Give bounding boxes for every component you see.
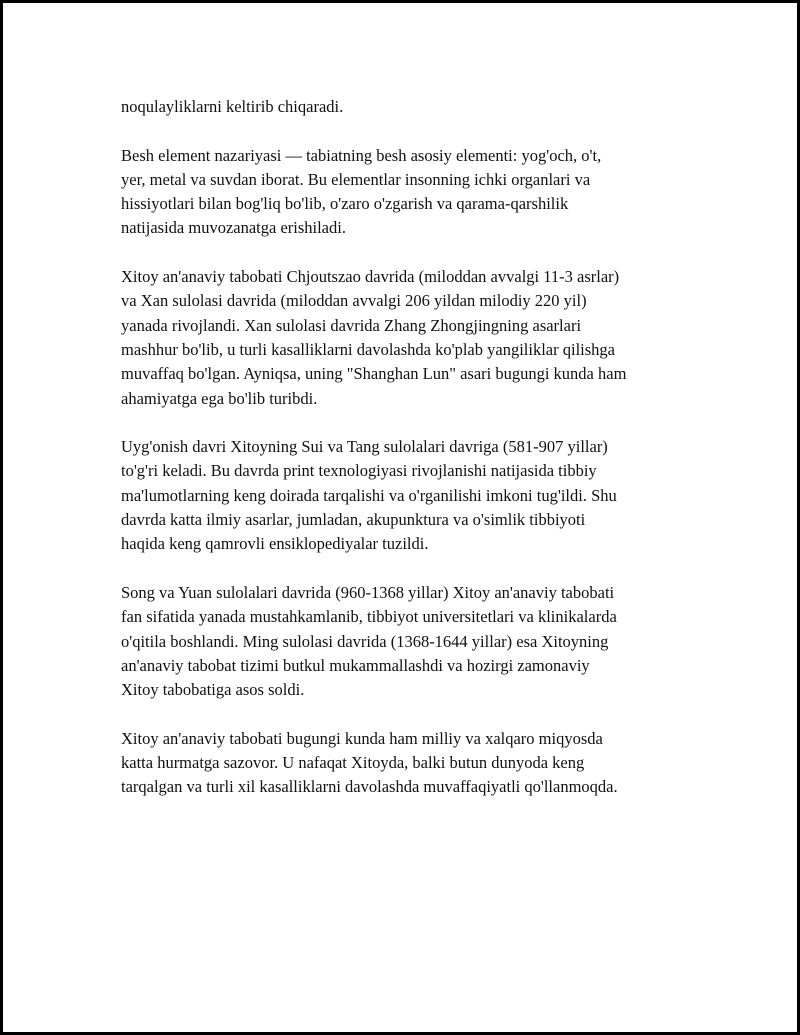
text-line: Song va Yuan sulolalari davrida (960-1368 yillar) Xitoy an'anaviy tabobati [121, 582, 615, 602]
text-line: yanada rivojlandi. Xan sulolasi davrida Zhang Zhongjingning asarlari [121, 315, 582, 335]
paragraph [121, 265, 701, 411]
text-line: Xitoy tabobatiga asos soldi. [121, 680, 305, 700]
text-line: Besh element nazariyasi — tabiatning besh asosiy elementi: yog'och, o't, [121, 145, 602, 165]
paragraph [121, 144, 701, 241]
paragraph [121, 435, 701, 556]
text-line: hissiyotlari bilan bog'liq bo'lib, o'zaro o'zgarish va qarama-qarshilik [121, 194, 569, 214]
text-line: Xitoy an'anaviy tabobati Chjoutszao davrida (miloddan avvalgi 11-3 asrlar) [121, 267, 620, 287]
text-line: natijasida muvozanatga erishiladi. [121, 218, 346, 238]
text-line: tarqalgan va turli xil kasalliklarni davolashda muvaffaqiyatli qo'llanmoqda. [121, 777, 618, 797]
text-line: va Xan sulolasi davrida (miloddan avvalgi 206 yildan milodiy 220 yil) [121, 291, 587, 311]
text-line: ma'lumotlarning keng doirada tarqalishi va o'rganilishi imkoni tug'ildi. Shu [121, 485, 617, 505]
paragraph [121, 581, 701, 702]
text-line: an'anaviy tabobat tizimi butkul mukammallashdi va hozirgi zamonaviy [121, 655, 590, 675]
text-line: davrda katta ilmiy asarlar, jumladan, akupunktura va o'simlik tibbiyoti [121, 510, 586, 530]
document-body [121, 95, 701, 824]
text-line: Uyg'onish davri Xitoyning Sui va Tang sulolalari davriga (581-907 yillar) [121, 437, 608, 457]
text-line: katta hurmatga sazovor. U nafaqat Xitoyda, balki butun dunyoda keng [121, 753, 585, 773]
text-line: noqulayliklarni keltirib chiqaradi. [121, 97, 344, 116]
text-line: fan sifatida yanada mustahkamlanib, tibbiyot universitetlari va klinikalarda [121, 607, 617, 627]
text-line: yer, metal va suvdan iborat. Bu elementlar insonning ichki organlari va [121, 169, 591, 189]
text-line: muvaffaq bo'lgan. Ayniqsa, uning "Shanghan Lun" asari bugungi kunda ham [121, 364, 627, 384]
text-line: Xitoy an'anaviy tabobati bugungi kunda ham milliy va xalqaro miqyosda [121, 728, 603, 748]
text-line: to'g'ri keladi. Bu davrda print texnologiyasi rivojlanishi natijasida tibbiy [121, 461, 597, 481]
text-line: ahamiyatga ega bo'lib turibdi. [121, 388, 318, 408]
text-line: haqida keng qamrovli ensiklopediyalar tuzildi. [121, 534, 429, 554]
paragraph [121, 95, 701, 119]
paragraph [121, 727, 701, 800]
text-line: mashhur bo'lib, u turli kasalliklarni davolashda ko'plab yangiliklar qilishga [121, 339, 615, 359]
text-line: o'qitila boshlandi. Ming sulolasi davrida (1368-1644 yillar) esa Xitoyning [121, 631, 609, 651]
